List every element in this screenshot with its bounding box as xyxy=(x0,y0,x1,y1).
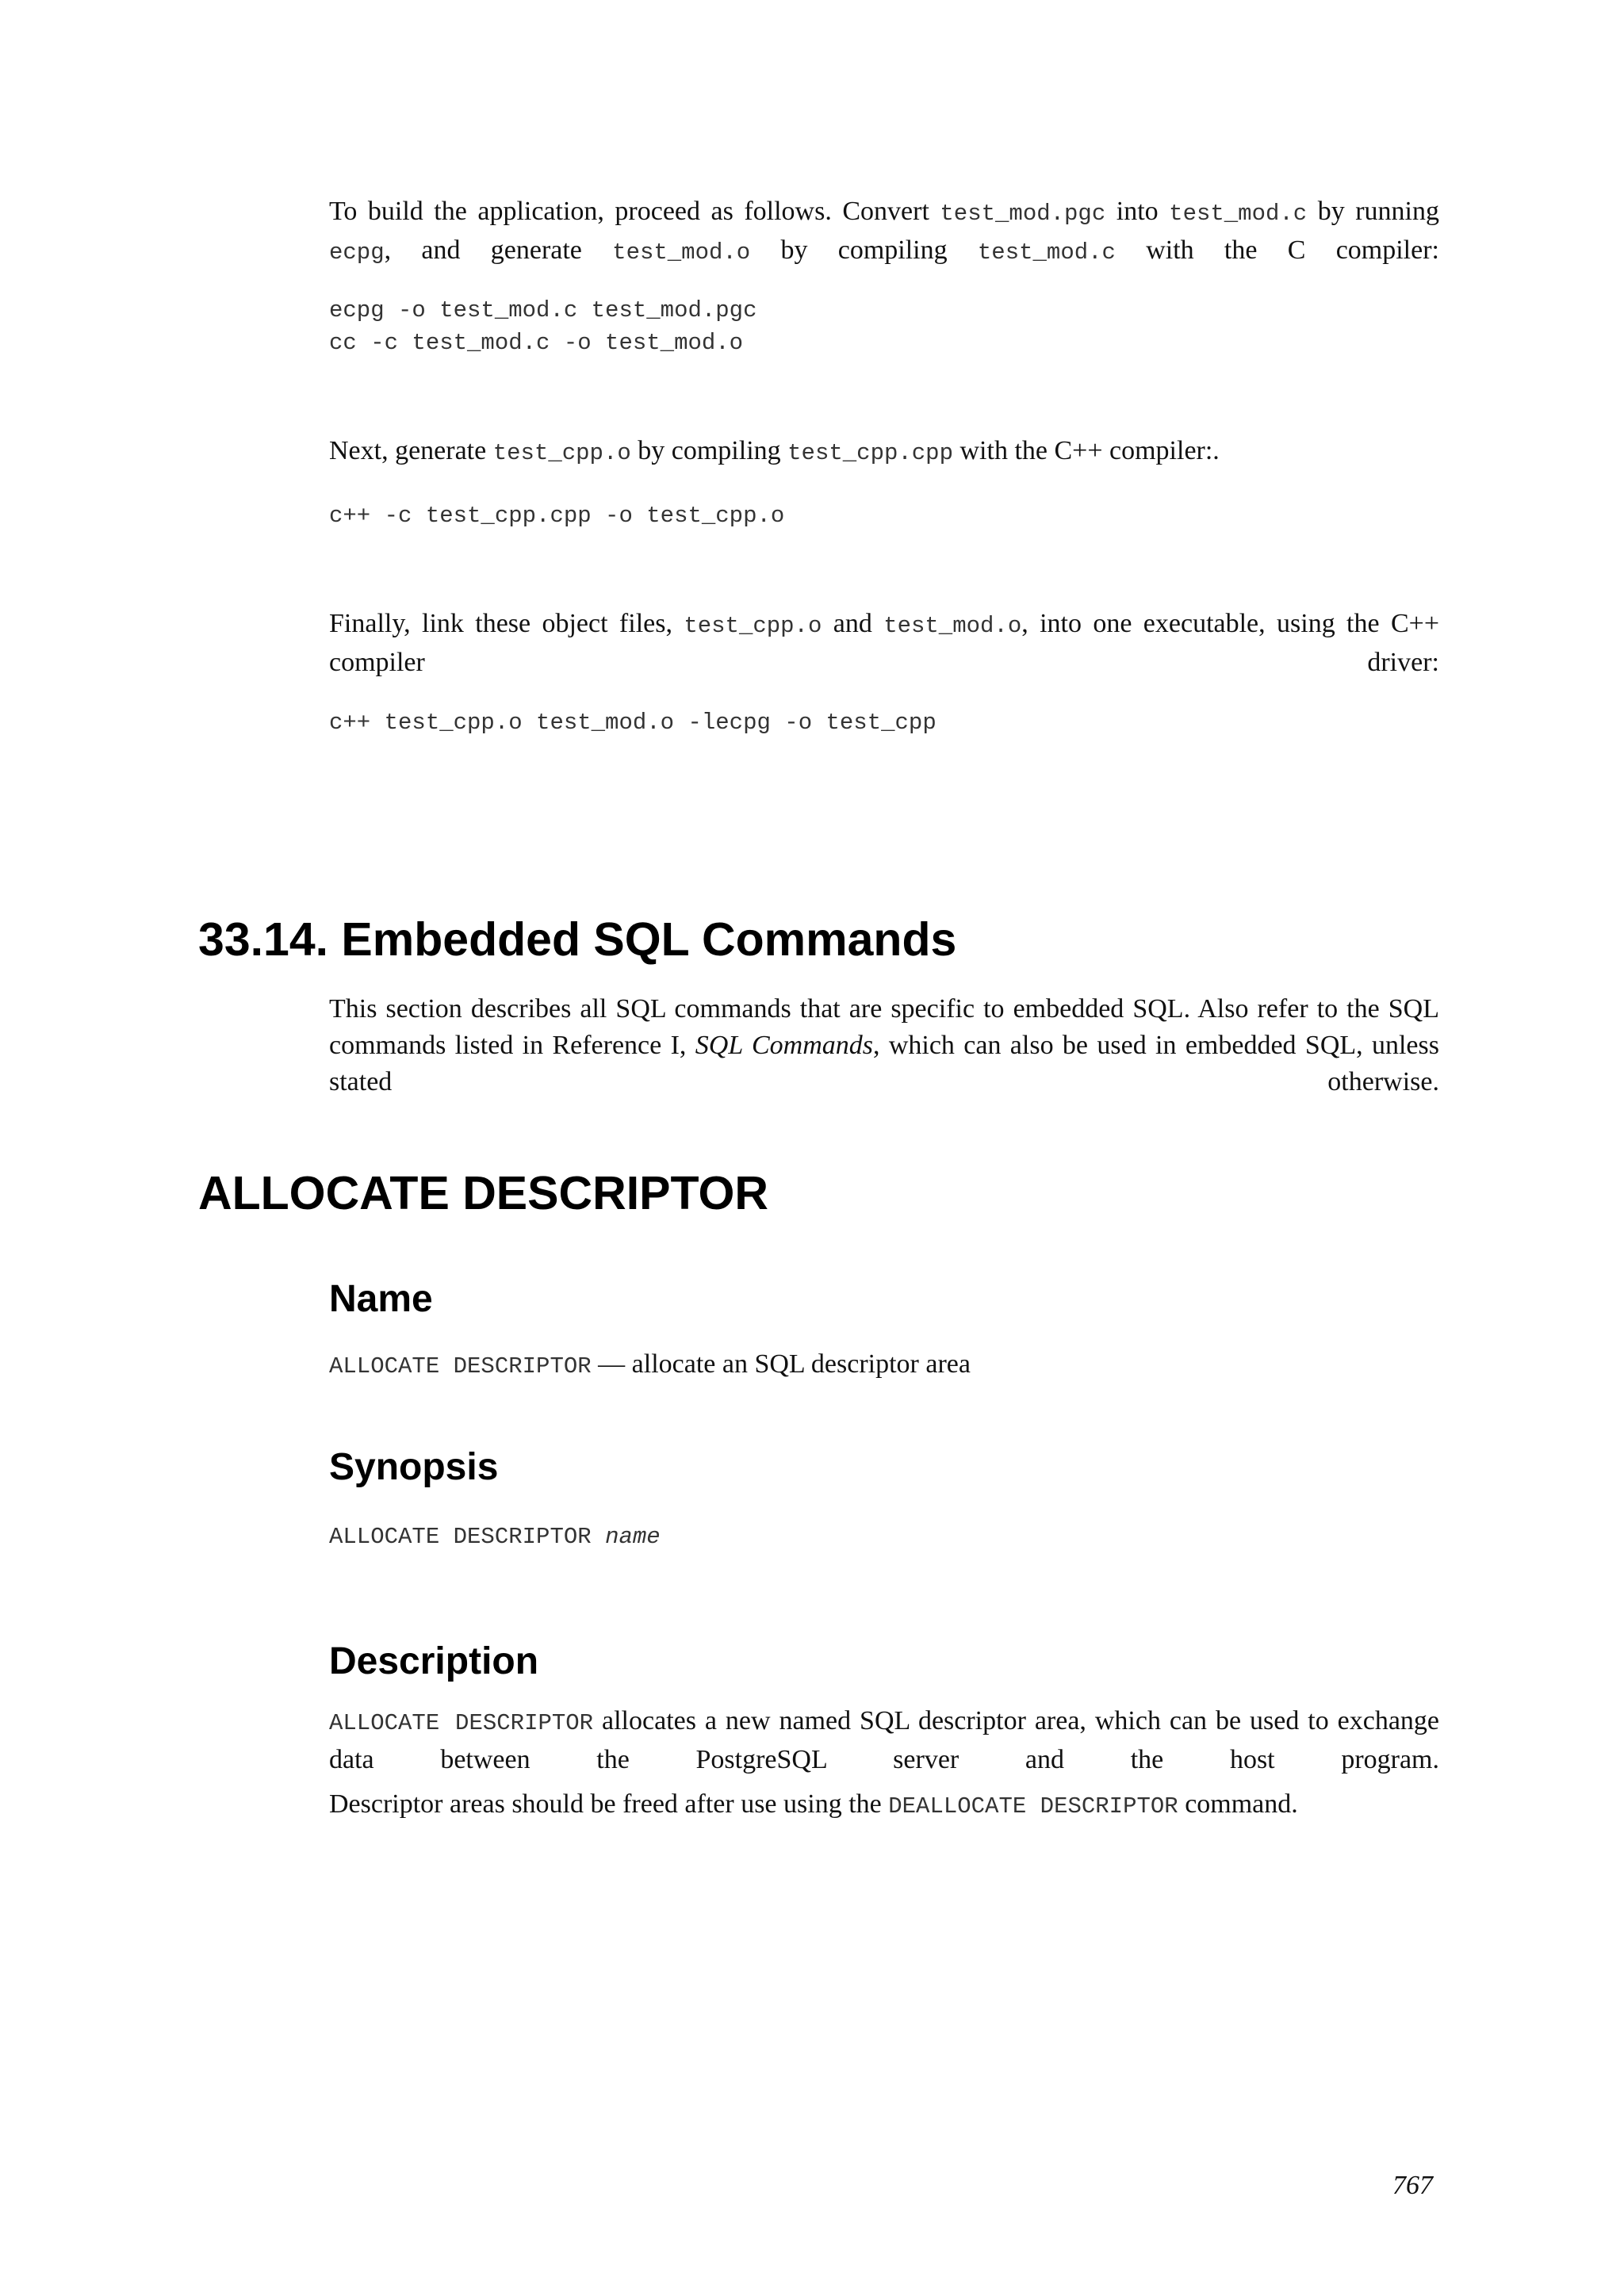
description-paragraph-2 xyxy=(329,1786,1439,1825)
inline-code: test_mod.pgc xyxy=(940,201,1106,227)
text: into xyxy=(1105,197,1170,226)
text: , and generate xyxy=(384,235,613,265)
inline-code: test_cpp.o xyxy=(492,440,631,466)
command-heading: ALLOCATE DESCRIPTOR xyxy=(198,1167,768,1219)
text: with the C++ compiler:. xyxy=(953,436,1220,465)
text: , into one executable, using the C++ compiler driver: xyxy=(329,609,1439,677)
synopsis-parameter: name xyxy=(605,1524,661,1550)
section-heading: 33.14. Embedded SQL Commands xyxy=(198,913,957,966)
reference-title: SQL Commands xyxy=(695,1031,873,1060)
command-name: ALLOCATE DESCRIPTOR xyxy=(329,1353,592,1380)
section-intro-paragraph xyxy=(329,991,1439,1137)
description-heading: Description xyxy=(329,1640,539,1682)
text: by compiling xyxy=(750,235,978,265)
text: To build the application, proceed as follows. Convert xyxy=(329,197,940,226)
text: Finally, link these object files, xyxy=(329,609,684,638)
text: with the C compiler: xyxy=(1115,235,1439,265)
synopsis-heading: Synopsis xyxy=(329,1446,499,1488)
code-block-ecpg: ecpg -o test_mod.c test_mod.pgc cc -c test_mod.c -o test_mod.o xyxy=(329,297,757,356)
inline-code: test_cpp.o xyxy=(684,613,822,639)
text: by compiling xyxy=(630,436,788,465)
text: and xyxy=(822,609,884,638)
build-instructions-paragraph xyxy=(329,193,1439,308)
code-block-link: c++ test_cpp.o test_mod.o -lecpg -o test_cpp xyxy=(329,710,936,736)
synopsis-line xyxy=(329,1517,1439,1556)
link-step-paragraph xyxy=(329,606,1439,718)
command-name: ALLOCATE DESCRIPTOR xyxy=(329,1710,594,1736)
text: Next, generate xyxy=(329,436,493,465)
command-purpose: — allocate an SQL descriptor area xyxy=(591,1349,971,1379)
text: allocates a new named SQL descriptor area, which can be used to exchange data between the PostgreSQL server and the host program. xyxy=(329,1706,1440,1774)
inline-code: test_mod.c xyxy=(977,239,1116,266)
next-step-paragraph xyxy=(329,433,1439,472)
inline-code: test_mod.c xyxy=(1169,201,1308,227)
code-block-cpp: c++ -c test_cpp.cpp -o test_cpp.o xyxy=(329,503,785,529)
name-line xyxy=(329,1346,1439,1385)
text: This section describes all SQL commands that are specific to embedded SQL. Also refer to the SQL commands listed in Reference I, xyxy=(329,994,1439,1060)
inline-code: ecpg xyxy=(329,239,385,266)
text: command. xyxy=(1178,1789,1298,1819)
name-heading: Name xyxy=(329,1278,433,1320)
text: , which can also be used in embedded SQL, unless stated otherwise. xyxy=(329,1031,1439,1096)
inline-code: test_cpp.cpp xyxy=(787,440,953,466)
page-number: 767 xyxy=(1392,2171,1433,2200)
text: Descriptor areas should be freed after use using the xyxy=(329,1789,889,1819)
command-name: DEALLOCATE DESCRIPTOR xyxy=(888,1793,1178,1820)
text: by running xyxy=(1307,197,1439,226)
inline-code: test_mod.o xyxy=(612,239,751,266)
synopsis-command: ALLOCATE DESCRIPTOR xyxy=(329,1524,606,1550)
inline-code: test_mod.o xyxy=(883,613,1022,639)
